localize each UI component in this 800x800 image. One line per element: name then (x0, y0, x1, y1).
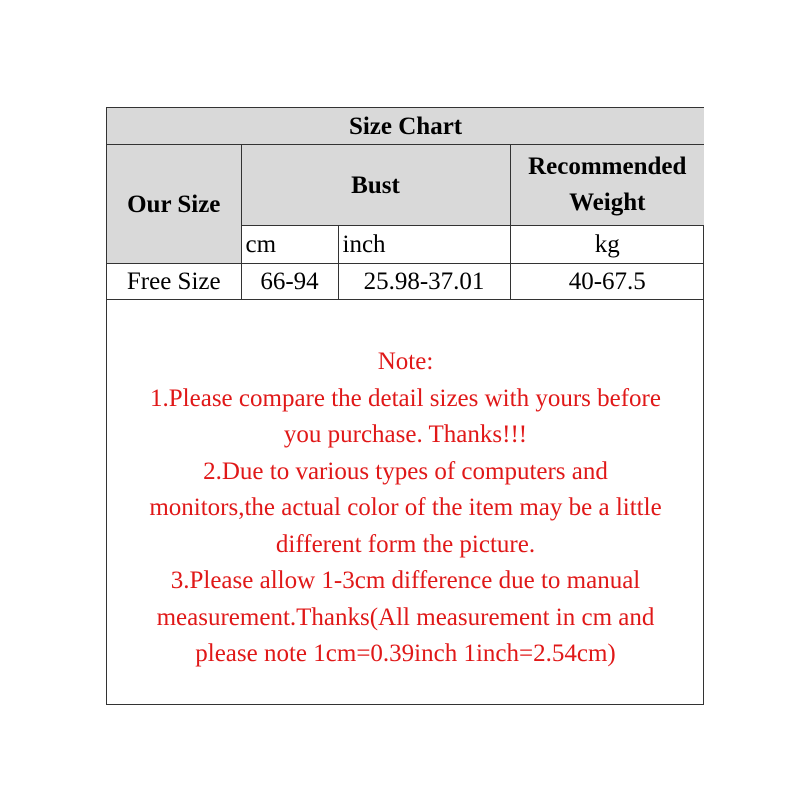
notes-block (107, 344, 704, 673)
note-heading: Note: (377, 348, 434, 375)
cell-bust-inch: 25.98-37.01 (338, 264, 510, 300)
header-bust: Bust (241, 145, 510, 226)
note-line: measurement.Thanks(All measurement in cm and (156, 603, 655, 631)
note-line: monitors,the actual color of the item may be a little (149, 494, 662, 521)
size-chart-frame (106, 107, 704, 705)
note-line: 2.Due to various types of computers and (203, 457, 608, 485)
table-title: Size Chart (107, 108, 704, 145)
note-line: 3.Please allow 1-3cm difference due to manual (170, 567, 641, 594)
note-line: please note 1cm=0.39inch 1inch=2.54cm) (195, 640, 616, 667)
note-line: different form the picture. (275, 530, 536, 558)
header-weight-line1: Recommended (528, 152, 687, 180)
unit-cm: cm (241, 226, 338, 264)
size-chart-table (107, 108, 704, 300)
note-line: you purchase. Thanks!!! (283, 421, 528, 448)
cell-size: Free Size (107, 264, 241, 300)
cell-bust-cm: 66-94 (241, 264, 338, 300)
table-row (107, 264, 704, 300)
unit-inch: inch (338, 226, 510, 264)
header-weight-line2: Weight (569, 189, 646, 216)
header-recommended-weight (510, 145, 704, 226)
note-line: 1.Please compare the detail sizes with yours before (150, 384, 661, 412)
unit-kg: kg (510, 226, 704, 264)
cell-weight-kg: 40-67.5 (510, 264, 704, 300)
header-our-size: Our Size (107, 145, 241, 264)
